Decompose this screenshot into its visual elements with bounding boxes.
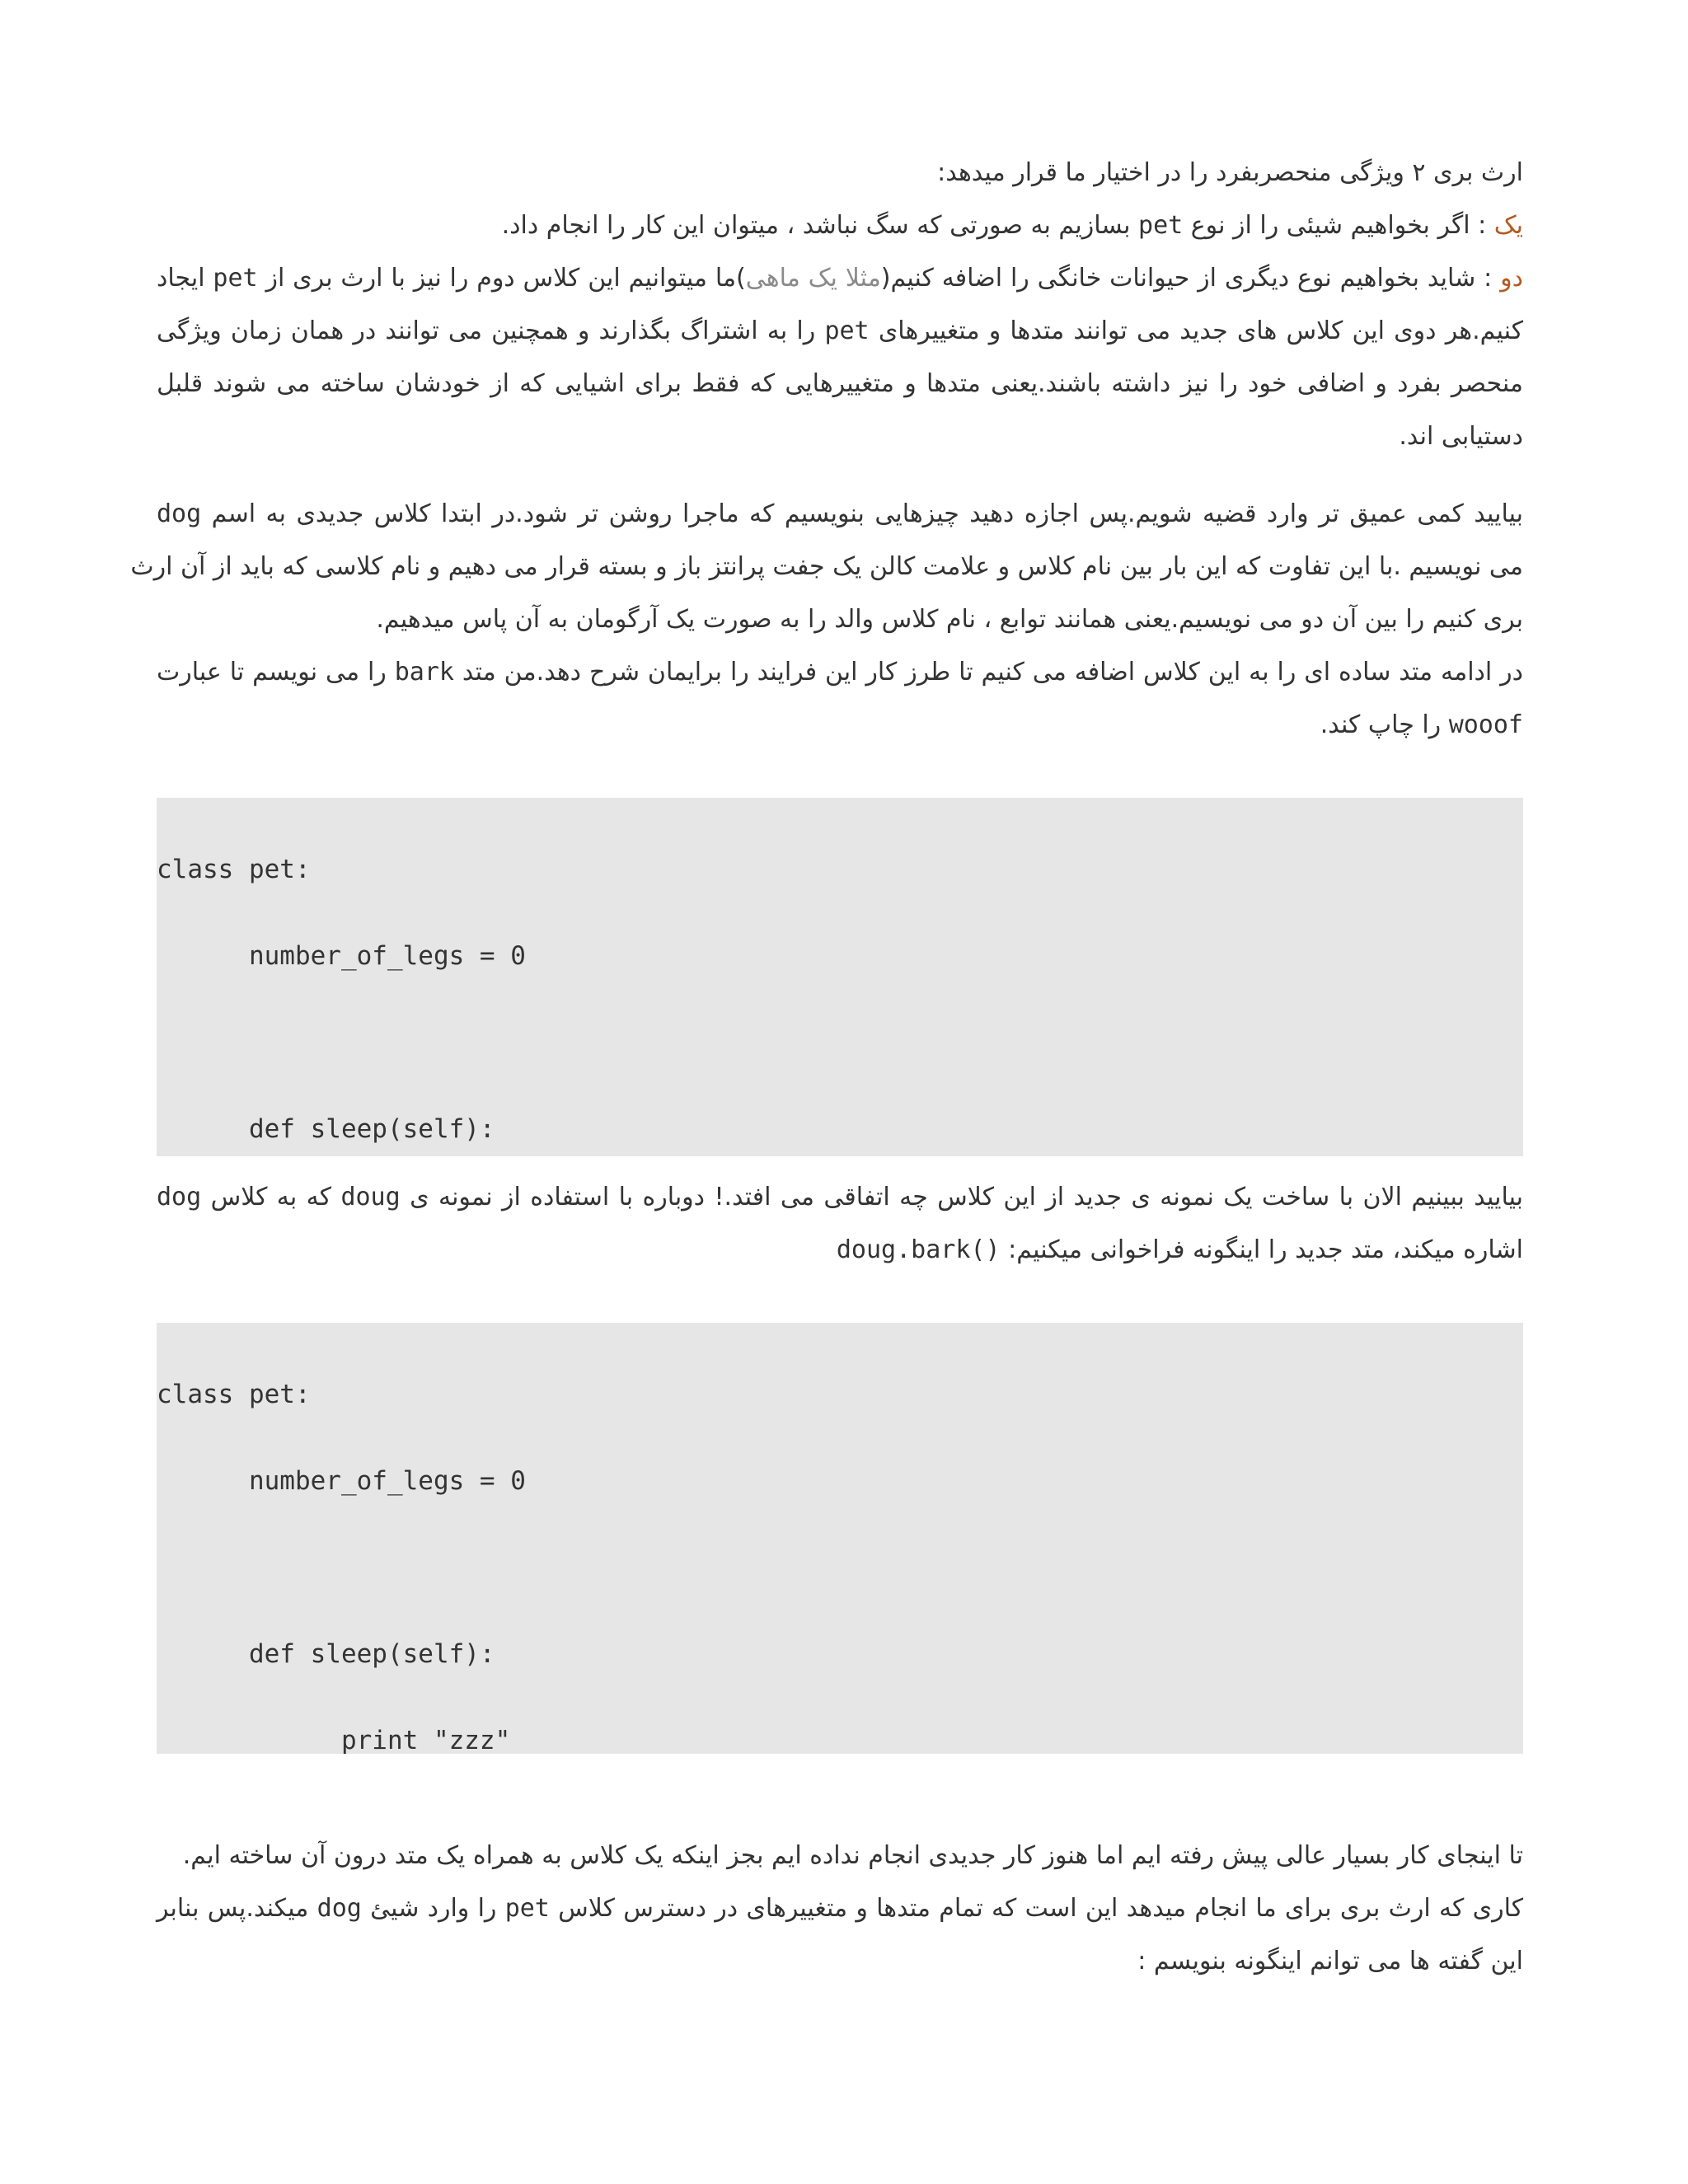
paragraph-line: تا اینجای کار بسیار عالی پیش رفته ایم اما هنوز کار جدیدی انجام نداده ایم بجز اینکه یک کلاس به همراه یک متد درون آن ساخته ایم. — [182, 1841, 1523, 1870]
point-two-example: مثلا یک ماهی — [745, 264, 881, 293]
code-line: print "zzz" — [157, 1726, 511, 1754]
intro-paragraph — [157, 147, 1523, 463]
paragraph-line — [157, 699, 1523, 752]
paragraph-line — [157, 1882, 1523, 1935]
code-line: def sleep(self): — [157, 1639, 495, 1669]
paragraph-line — [157, 488, 1523, 541]
paragraph-text: را چاپ کند. — [1320, 710, 1449, 739]
paragraph-line: می نویسیم .با این تفاوت که این بار بین نام کلاس و علامت کالن یک جفت پرانتز باز و بسته قرار می دهیم و نام کلاسی که باید از آن ارث — [130, 552, 1523, 581]
inline-code-bark: bark — [394, 658, 454, 687]
paragraph-text: میکند.پس بنابر — [157, 1894, 317, 1923]
code-line: number_of_legs = 0 — [157, 1466, 526, 1496]
point-two-text-b: )ما میتوانیم این کلاس دوم را نیز با ارث بری از — [257, 264, 746, 293]
inline-code-pet: pet — [1138, 211, 1184, 240]
inline-code-pet: pet — [504, 1894, 550, 1923]
point-two-text-a: : شاید بخواهیم نوع دیگری از حیوانات خانگی را اضافه کنیم( — [880, 264, 1501, 293]
paragraph-line — [157, 1171, 1523, 1224]
point-two-line — [157, 252, 1523, 305]
inline-code-doug: doug — [340, 1183, 401, 1212]
conclusion-paragraph — [157, 1830, 1523, 1988]
paragraph-text: کاری که ارث بری برای ما انجام میدهد این است که تمام متدها و متغییرهای در دسترس کلاس — [549, 1894, 1523, 1923]
document-page — [130, 147, 1523, 1988]
point-two-text-c: ایجاد — [157, 264, 213, 293]
paragraph-text: بیایید ببینیم الان با ساخت یک نمونه ی جدید از این کلاس چه اتفاقی می افتد.! دوباره با استفاده از نمونه ی — [400, 1183, 1523, 1212]
paragraph-text: کنیم.هر دوی این کلاس های جدید می توانند متدها و متغییرهای — [869, 316, 1523, 345]
paragraph-text: بیایید کمی عمیق تر وارد قضیه شویم.پس اجازه دهید چیزهایی بنویسیم که ماجرا روشن تر شود.در ابتدا کلاس جدیدی به اسم — [201, 499, 1523, 528]
instance-paragraph — [157, 1171, 1523, 1277]
paragraph-line — [157, 646, 1523, 699]
paragraph-line — [157, 305, 1523, 358]
code-line — [157, 1029, 1523, 1057]
inline-code-pet: pet — [213, 264, 258, 293]
point-one-label: یک — [1493, 211, 1523, 240]
code-line: class pet: — [157, 855, 311, 884]
point-two-label: دو — [1500, 264, 1523, 293]
paragraph-line: منحصر بفرد و اضافی خود را نیز داشته باشند.یعنی متدها و متغییرهایی که فقط برای اشیایی که از خودشان ساخته می شوند قلبل — [157, 369, 1523, 398]
paragraph-text: در ادامه متد ساده ای را به این کلاس اضافه می کنیم تا طرز کار این فرایند را برایمان شرح دهد.من متد — [453, 658, 1523, 687]
paragraph-line — [157, 1224, 1523, 1277]
paragraph-text: اشاره میکند، متد جدید را اینگونه فراخوانی میکنیم: — [1000, 1235, 1523, 1264]
inline-code-dog: dog — [157, 1183, 202, 1212]
inline-code-dog: dog — [316, 1894, 362, 1923]
code-line: number_of_legs = 0 — [157, 941, 526, 971]
inline-code-doug-bark: doug.bark() — [836, 1235, 1001, 1264]
point-one-text-b: بسازیم به صورتی که سگ نباشد ، میتوان این کار را انجام داد. — [501, 211, 1139, 240]
paragraph-line: دستیابی اند. — [1399, 422, 1523, 451]
point-one-line — [157, 199, 1523, 252]
code-line: def sleep(self): — [157, 1114, 495, 1144]
inline-code-dog: dog — [157, 499, 202, 528]
code-line: class pet: — [157, 1380, 311, 1409]
paragraph-text: که به کلاس — [201, 1183, 341, 1212]
explanation-paragraph — [130, 488, 1523, 752]
inline-code-pet: pet — [824, 316, 870, 345]
paragraph-text: را وارد شیئ — [361, 1894, 505, 1923]
paragraph-line: بری کنیم را بین آن دو می نویسیم.یعنی همانند توابع ، نام کلاس والد را به صورت یک آرگومان به آن پاس میدهیم. — [376, 605, 1523, 634]
code-line — [157, 1554, 1523, 1582]
paragraph-text: را می نویسم تا عبارت — [157, 658, 395, 687]
code-block-dog-class — [157, 798, 1523, 1156]
code-block-doug-instance — [157, 1323, 1523, 1754]
paragraph-text: را به اشتراگ بگذارند و همچنین می توانند در همان زمان ویژگی — [157, 316, 825, 345]
intro-line: ارث بری ۲ ویژگی منحصربفرد را در اختیار ما قرار میدهد: — [937, 158, 1523, 187]
inline-code-wooof: wooof — [1448, 710, 1523, 739]
paragraph-line: این گفته ها می توانم اینگونه بنویسم : — [1137, 1947, 1523, 1975]
point-one-text-a: : اگر بخواهیم شیئی را از نوع — [1183, 211, 1494, 240]
